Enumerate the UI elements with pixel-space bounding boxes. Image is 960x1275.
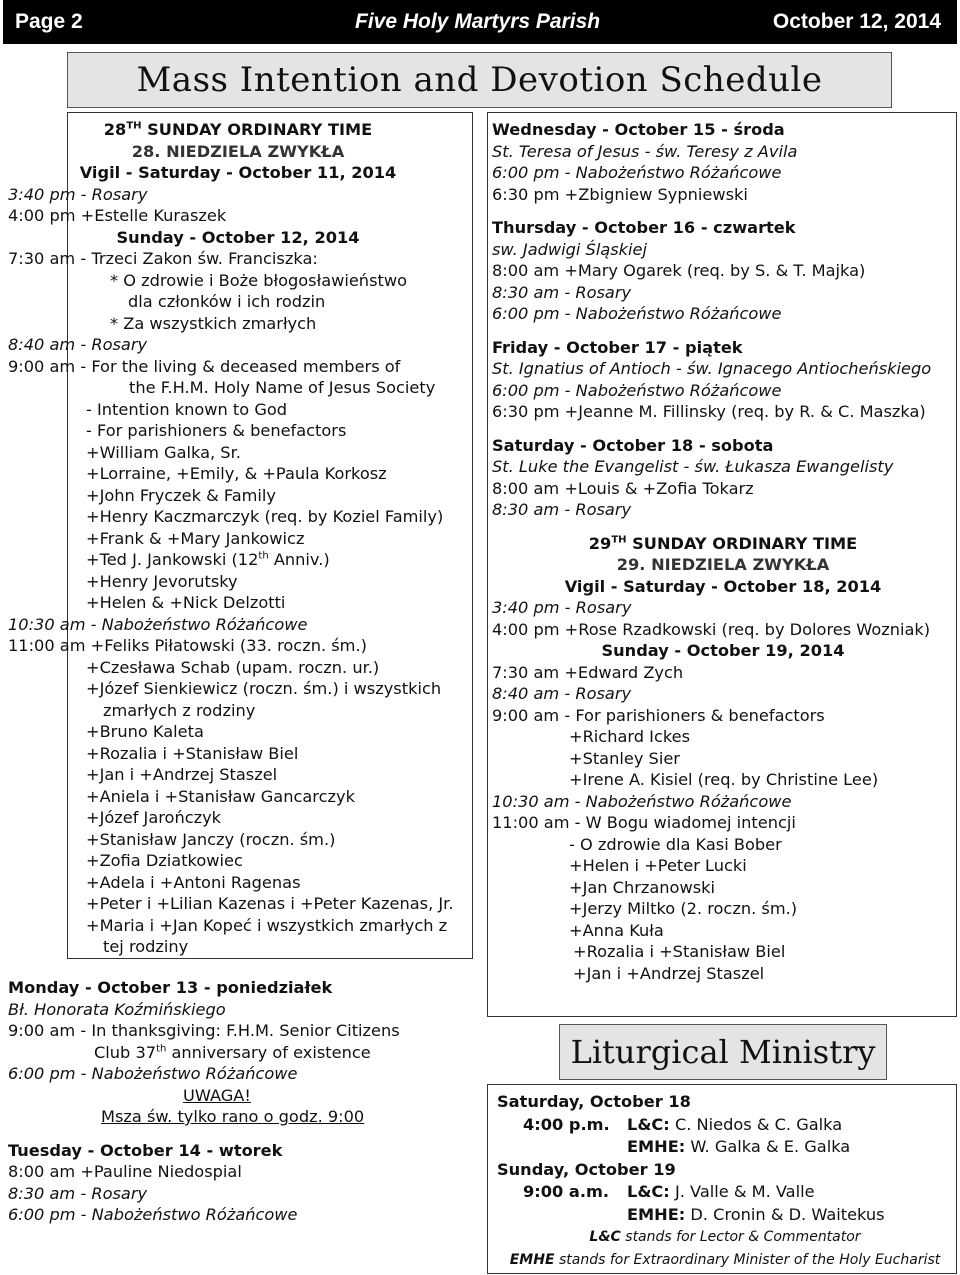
- entry: +Stanisław Janczy (roczn. śm.): [86, 829, 336, 849]
- entry: - For parishioners & benefactors: [86, 421, 347, 440]
- saturday-title: Saturday - October 18 - sobota: [492, 435, 774, 455]
- sunday29-title: 29TH SUNDAY ORDINARY TIME: [588, 533, 858, 553]
- entry: 6:00 pm - Nabożeństwo Różańcowe: [8, 1205, 298, 1224]
- entry: +John Fryczek & Family: [86, 485, 277, 505]
- entry: +Józef Sienkiewicz (roczn. śm.) i wszystkich: [86, 679, 442, 698]
- schedule-banner: Mass Intention and Devotion Schedule: [67, 52, 892, 108]
- page-header: [3, 0, 957, 44]
- entry: St. Ignatius of Antioch - św. Ignacego Antiocheńskiego: [492, 359, 932, 378]
- entry: 8:30 am - Rosary: [492, 500, 632, 519]
- entry: +Adela i +Antoni Ragenas: [86, 872, 301, 892]
- entry: - Intention known to God: [86, 399, 288, 419]
- entry: 8:40 am - Rosary: [8, 335, 148, 354]
- entry: +Maria i +Jan Kopeć i wszystkich zmarłych z: [86, 915, 448, 935]
- vigil-title: Vigil - Saturday - October 11, 2014: [79, 163, 397, 182]
- lit-sun-lc-row: 9:00 a.m. L&C: J. Valle & M. Valle: [523, 1182, 815, 1201]
- entry: +Henry Kaczmarczyk (req. by Koziel Family): [86, 507, 444, 526]
- entry: +Henry Jevorutsky: [86, 571, 238, 591]
- entry: +Aniela i +Stanisław Gancarczyk: [86, 786, 355, 806]
- entry: Bł. Honorata Koźmińskiego: [8, 999, 226, 1019]
- entry: +Ted J. Jankowski (12th Anniv.): [86, 550, 330, 569]
- sunday19-date: Sunday - October 19, 2014: [601, 641, 845, 660]
- entry: +Helen i +Peter Lucki: [569, 856, 747, 875]
- lit-note-lc: L&C stands for Lector & Commentator: [589, 1229, 861, 1245]
- entry: 6:00 pm - Nabożeństwo Różańcowe: [492, 380, 782, 400]
- entry: 9:00 am - In thanksgiving: F.H.M. Senior Citizens: [8, 1021, 400, 1040]
- entry: 10:30 am - Nabożeństwo Różańcowe: [492, 791, 792, 811]
- entry: +Bruno Kaleta: [86, 722, 204, 741]
- friday-title: Friday - October 17 - piątek: [492, 337, 743, 357]
- entry: +Rozalia i +Stanisław Biel: [573, 942, 786, 961]
- entry: +Jan i +Andrzej Staszel: [86, 765, 278, 784]
- sunday-title: 28TH SUNDAY ORDINARY TIME: [103, 120, 373, 139]
- wednesday-title: Wednesday - October 15 - środa: [492, 120, 785, 139]
- parish-name: Five Holy Martyrs Parish: [355, 10, 601, 33]
- entry: +Irene A. Kisiel (req. by Christine Lee): [569, 770, 879, 789]
- liturgical-content: [497, 1091, 953, 1271]
- entry: 10:30 am - Nabożeństwo Różańcowe: [8, 614, 308, 634]
- entry: 11:00 am +Feliks Piłatowski (33. roczn. śm.): [8, 636, 367, 655]
- entry: 3:40 pm - Rosary: [8, 184, 148, 204]
- vigil29-title: Vigil - Saturday - October 18, 2014: [564, 576, 882, 596]
- entry: +Lorraine, +Emily, & +Paula Korkosz: [86, 464, 387, 483]
- entry: 8:30 am - Rosary: [8, 1183, 148, 1203]
- tuesday-title: Tuesday - October 14 - wtorek: [8, 1140, 283, 1160]
- entry: +Jan Chrzanowski: [569, 877, 716, 897]
- entry: Club 37th anniversary of existence: [94, 1042, 371, 1062]
- lit-sat-lc-row: 4:00 p.m. L&C: C. Niedos & C. Galka: [523, 1114, 843, 1134]
- lit-sun-emhe-row: EMHE: D. Cronin & D. Waitekus: [627, 1204, 885, 1224]
- entry: 6:30 pm +Jeanne M. Fillinsky (req. by R. & C. Maszka): [492, 402, 926, 421]
- sunday-date: Sunday - October 12, 2014: [116, 227, 360, 247]
- entry: St. Luke the Evangelist - św. Łukasza Ewangelisty: [492, 457, 894, 476]
- entry: 6:30 pm +Zbigniew Sypniewski: [492, 184, 748, 204]
- lit-note-emhe: EMHE stands for Extraordinary Minister of the Holy Eucharist: [509, 1251, 941, 1268]
- entry: tej rodziny: [103, 937, 189, 956]
- niedziela-title: 28. NIEDZIELA ZWYKŁA: [131, 141, 345, 161]
- liturgical-banner: Liturgical Ministry: [559, 1024, 887, 1080]
- entry: 9:00 am - For the living & deceased members of: [8, 356, 401, 376]
- entry: +Stanley Sier: [569, 748, 680, 768]
- entry: +Jan i +Andrzej Staszel: [573, 963, 765, 983]
- weekday-left-column: [8, 977, 468, 1226]
- entry: 4:00 pm +Rose Rzadkowski (req. by Dolores Wozniak): [492, 619, 931, 639]
- entry: 7:30 am - Trzeci Zakon św. Franciszka:: [8, 249, 318, 268]
- entry: 8:00 am +Mary Ogarek (req. by S. & T. Majka): [492, 261, 866, 280]
- monday-title: Monday - October 13 - poniedziałek: [8, 978, 333, 997]
- notice-uwaga: UWAGA!: [183, 1085, 251, 1105]
- entry: 6:00 pm - Nabożeństwo Różańcowe: [492, 163, 782, 182]
- left-column: [8, 119, 468, 958]
- entry: * Za wszystkich zmarłych: [110, 313, 317, 333]
- entry: St. Teresa of Jesus - św. Teresy z Avila: [492, 141, 798, 161]
- entry: +Zofia Dziatkowiec: [86, 851, 243, 870]
- header-date: October 12, 2014: [772, 10, 941, 33]
- entry: 4:00 pm +Estelle Kuraszek: [8, 206, 227, 225]
- entry: sw. Jadwigi Śląskiej: [492, 239, 648, 259]
- entry: 8:40 am - Rosary: [492, 684, 632, 703]
- niedziela29-title: 29. NIEDZIELA ZWYKŁA: [616, 555, 830, 574]
- lit-sunday: Sunday, October 19: [497, 1159, 676, 1179]
- entry: 9:00 am - For parishioners & benefactors: [492, 705, 825, 725]
- entry: 6:00 pm - Nabożeństwo Różańcowe: [8, 1064, 298, 1083]
- entry: 7:30 am +Edward Zych: [492, 662, 684, 682]
- entry: zmarłych z rodziny: [103, 700, 256, 720]
- entry: +Rozalia i +Stanisław Biel: [86, 743, 299, 763]
- entry: 3:40 pm - Rosary: [492, 598, 632, 617]
- lit-saturday: Saturday, October 18: [497, 1092, 691, 1111]
- thursday-title: Thursday - October 16 - czwartek: [492, 218, 796, 237]
- lit-sat-emhe-row: EMHE: W. Galka & E. Galka: [627, 1137, 851, 1156]
- entry: +Peter i +Lilian Kazenas i +Peter Kazenas, Jr.: [86, 894, 454, 913]
- entry: +Józef Jarończyk: [86, 808, 222, 827]
- entry: +Anna Kuła: [569, 920, 664, 940]
- entry: * O zdrowie i Boże błogosławieństwo: [110, 270, 407, 290]
- entry: +William Galka, Sr.: [86, 442, 241, 462]
- entry: 8:00 am +Pauline Niedospial: [8, 1162, 242, 1181]
- notice-text: Msza św. tylko rano o godz. 9:00: [101, 1107, 365, 1126]
- entry: +Czesława Schab (upam. roczn. ur.): [86, 657, 380, 677]
- entry: +Frank & +Mary Jankowicz: [86, 528, 305, 548]
- entry: dla członków i ich rodzin: [128, 292, 326, 311]
- page-number: Page 2: [15, 10, 83, 33]
- entry: the F.H.M. Holy Name of Jesus Society: [129, 378, 436, 397]
- entry: - O zdrowie dla Kasi Bober: [569, 834, 782, 854]
- entry: 8:00 am +Louis & +Zofia Tokarz: [492, 478, 754, 498]
- entry: +Richard Ickes: [569, 727, 691, 746]
- entry: +Helen & +Nick Delzotti: [86, 593, 286, 612]
- entry: 6:00 pm - Nabożeństwo Różańcowe: [492, 304, 782, 323]
- entry: +Jerzy Miltko (2. roczn. śm.): [569, 899, 798, 918]
- entry: 11:00 am - W Bogu wiadomej intencji: [492, 813, 796, 832]
- right-column: [492, 119, 954, 984]
- entry: 8:30 am - Rosary: [492, 282, 632, 302]
